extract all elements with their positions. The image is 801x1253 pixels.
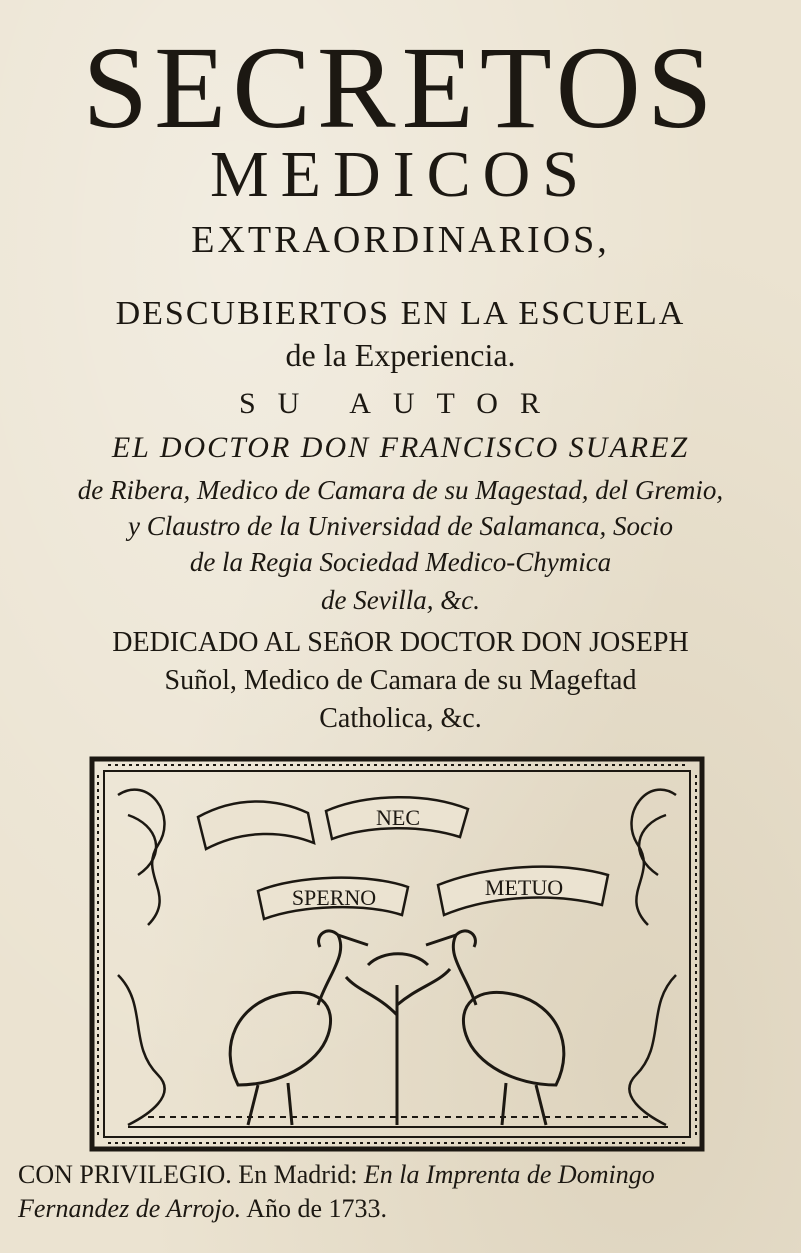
imprint-printer-a: En la Imprenta de Domingo [363, 1160, 655, 1189]
author-line-3: de la Regia Sociedad Medico-Chymica [189, 547, 612, 577]
title-line-experiencia: de la Experiencia. [285, 337, 516, 373]
title-line-descubiertos: DESCUBIERTOS EN LA ESCUELA [115, 295, 686, 332]
emblem-central-tree [346, 954, 450, 1125]
author-line-2: y Claustro de la Universidad de Salamanca, Socio [128, 511, 673, 541]
dedication-line-2: Suñol, Medico de Camara de su Mageftad [164, 665, 637, 696]
author-heading: SU AUTOR [239, 387, 562, 420]
title-line-extraordinarios: EXTRAORDINARIOS, [191, 219, 610, 261]
ribbon-text-sperno: SPERNO [291, 885, 377, 910]
author-line-4: de Sevilla, &c. [321, 585, 480, 615]
imprint-line-2 [18, 1193, 387, 1225]
ribbon-text-metuo: METUO [484, 875, 564, 900]
imprint-place: En Madrid: [238, 1160, 358, 1189]
ribbon-text-nec: NEC [376, 805, 420, 830]
imprint-line-1 [18, 1159, 655, 1191]
title-line-medicos: MEDICOS [209, 138, 592, 211]
imprint-printer-b: Fernandez de Arrojo. [18, 1194, 242, 1223]
dedication-line-1: DEDICADO AL SEñOR DOCTOR DON JOSEPH [112, 627, 689, 658]
title-line-secretos: SECRETOS [82, 22, 719, 153]
imprint-year: Año de 1733. [246, 1194, 388, 1223]
author-name: EL DOCTOR DON FRANCISCO SUAREZ [111, 431, 690, 464]
author-line-1: de Ribera, Medico de Camara de su Magestad, del Gremio, [77, 475, 724, 505]
printer-emblem-woodcut [88, 755, 706, 1153]
privilege-text: CON PRIVILEGIO. [18, 1160, 232, 1189]
dedication-line-3: Catholica, &c. [319, 703, 482, 734]
